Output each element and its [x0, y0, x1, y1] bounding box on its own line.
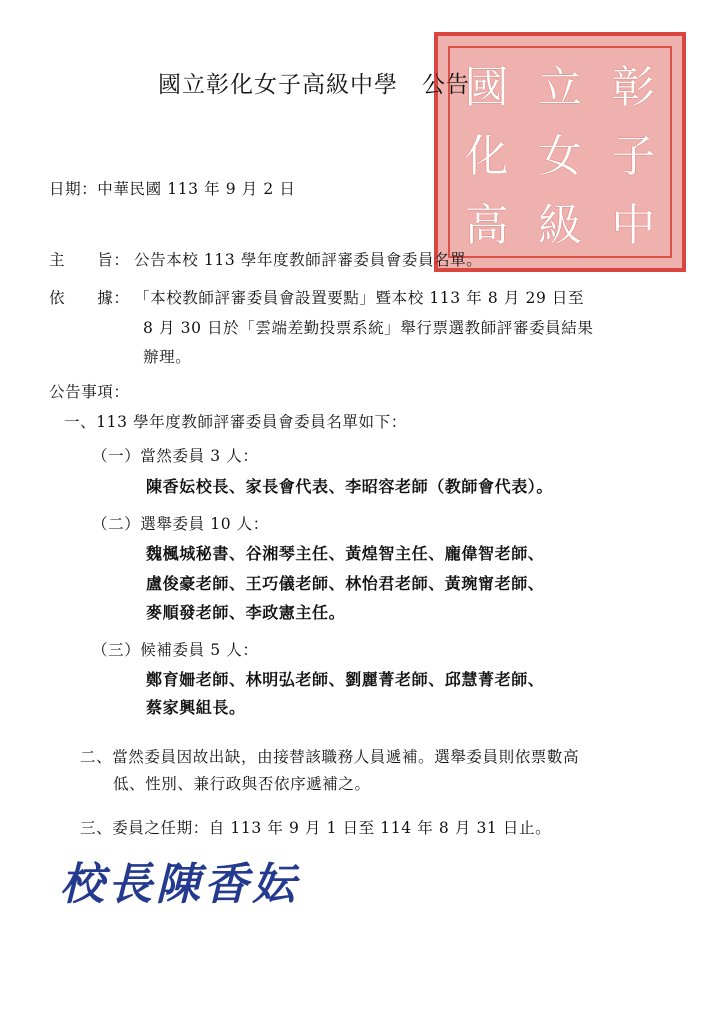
seal-char: 國 — [464, 61, 509, 113]
subject-text: 公告本校 113 學年度教師評審委員會委員名單。 — [134, 251, 483, 269]
basis-label: 依 據： — [49, 289, 130, 307]
notice-item-3: 三、委員之任期：自 113 年 9 月 1 日至 114 年 8 月 31 日止。 — [80, 819, 552, 837]
sub-heading-1: （一）當然委員 3 人： — [92, 447, 259, 465]
member-names: 魏楓城秘書、谷湘琴主任、黃煌智主任、龐偉智老師、 — [146, 544, 545, 563]
seal-char: 立 — [537, 61, 582, 113]
notice-item-1: 一、113 學年度教師評審委員會委員名單如下： — [64, 413, 407, 431]
sub-heading-3: （三）候補委員 5 人： — [92, 641, 259, 659]
member-names: 盧俊豪老師、王巧儀老師、林怡君老師、黃琬甯老師、 — [146, 574, 545, 593]
notice-item-2-cont: 低、性別、兼行政與否依序遞補之。 — [113, 775, 371, 793]
notice-heading: 公告事項： — [49, 383, 130, 401]
date-line: 日期：中華民國 113 年 9 月 2 日 — [49, 180, 296, 198]
seal-char: 彰 — [611, 61, 656, 113]
seal-char: 子 — [611, 130, 656, 182]
notice-item-2: 二、當然委員因故出缺，由接替該職務人員遞補。選舉委員則依票數高 — [80, 748, 580, 766]
seal-grid — [448, 46, 672, 258]
member-names: 麥順發老師、李政憲主任。 — [146, 603, 346, 622]
member-names: 陳香妘校長、家長會代表、李昭容老師（教師會代表）。 — [146, 477, 554, 496]
seal-char: 化 — [464, 130, 509, 182]
member-names: 蔡家興組長。 — [146, 698, 246, 717]
basis-line: 8 月 30 日於「雲端差勤投票系統」舉行票選教師評審委員結果 — [143, 319, 594, 337]
seal-char: 中 — [611, 200, 656, 252]
school-seal-stamp — [434, 32, 686, 272]
seal-char: 級 — [537, 200, 582, 252]
seal-char: 女 — [537, 130, 582, 182]
basis-line: 「本校教師評審委員會設置要點」暨本校 113 年 8 月 29 日至 — [134, 289, 585, 307]
sub-heading-2: （二）選舉委員 10 人： — [92, 515, 269, 533]
member-names: 鄭育姍老師、林明弘老師、劉麗菁老師、邱慧菁老師、 — [146, 670, 545, 689]
seal-char: 高 — [464, 200, 509, 252]
basis-line: 辦理。 — [143, 348, 192, 366]
document-title: 國立彰化女子高級中學 公告 — [158, 72, 470, 98]
subject-label: 主 旨： — [49, 251, 130, 269]
principal-signature: 校長陳香妘 — [60, 859, 300, 910]
